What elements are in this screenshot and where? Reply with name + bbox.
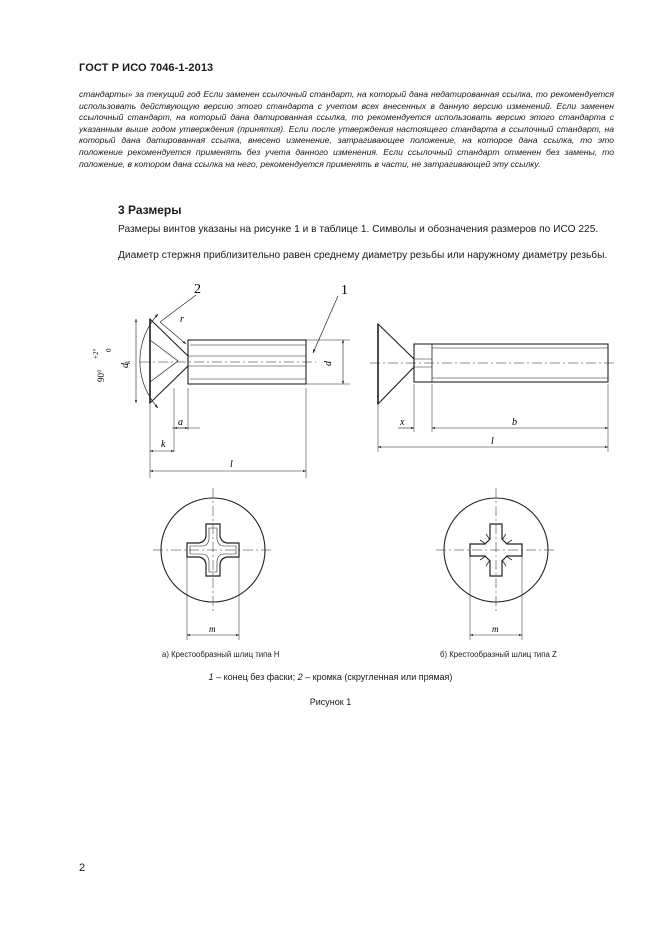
label-angle-plus: +2° <box>92 348 100 359</box>
recess-type-z-view <box>436 488 556 640</box>
label-dk: d <box>120 363 131 368</box>
screw-side-view-left <box>136 295 350 478</box>
label-b: b <box>512 417 517 428</box>
label-r: r <box>180 314 184 325</box>
legend-text-1: – конец без фаски; <box>213 672 298 682</box>
callout-2: 2 <box>194 282 201 297</box>
label-x: x <box>400 417 405 428</box>
document-code: ГОСТ Р ИСО 7046-1-2013 <box>79 62 214 74</box>
label-m1: m <box>209 624 216 634</box>
note-paragraph: стандарты» за текущий год Если заменен ссылочный стандарт, на который дана недатированная ссылка, то рекомендуется использовать действующую версию этого стандарта с учетом всех внесенных в данную версию изменений. Если заменен ссылочный стандарт, на который дана датированная ссылка, то рекомендуется использовать версию этого стандарта с указанным выше годом утверждения (принятия). Если после утверждения настоящего стандарта в ссылочный стандарт, на который дана датированная ссылка, внесено изменение, затрагивающее положение, на которое дана ссылка, то это положение рекомендуется применять без учета данного изменения. Если ссылочный стандарт отменен без замены, то положение, в котором дана ссылка на него, рекомендуется применять в части, не затрагивающей эту ссылку. <box>79 89 614 169</box>
figure-title: Рисунок 1 <box>309 697 352 707</box>
label-k: k <box>161 439 166 450</box>
label-l: l <box>230 459 233 470</box>
page-number: 2 <box>79 862 86 874</box>
callout-1: 1 <box>341 283 348 298</box>
label-angle: 90° <box>96 369 106 382</box>
legend-num-1: 1 <box>208 672 214 682</box>
caption-recess-h: а) Крестообразный шлиц типа H <box>162 650 280 659</box>
label-d: d <box>323 361 334 366</box>
label-dk-sub: k <box>124 360 132 364</box>
section-title: 3 Размеры <box>118 203 182 217</box>
caption-recess-z: б) Крестообразный шлиц типа Z <box>440 650 557 659</box>
legend-text-2: – кромка (скругленная или прямая) <box>302 672 453 682</box>
label-m2: m <box>492 624 499 634</box>
paragraph-1-text: Размеры винтов указаны на рисунке 1 и в таблице 1. Символы и обозначения размеров по ИСО 225. <box>118 224 599 235</box>
legend-num-2: 2 <box>297 672 303 682</box>
recess-type-h-view <box>153 488 273 640</box>
figure-legend <box>0 672 661 682</box>
label-a: a <box>178 417 183 428</box>
screw-side-view-right <box>370 324 616 452</box>
label-l2: l <box>491 436 494 447</box>
paragraph-2-text: Диаметр стержня приблизительно равен среднему диаметру резьбы или наружному диаметру резьбы. <box>118 250 608 261</box>
label-angle-minus: 0 <box>105 348 113 352</box>
